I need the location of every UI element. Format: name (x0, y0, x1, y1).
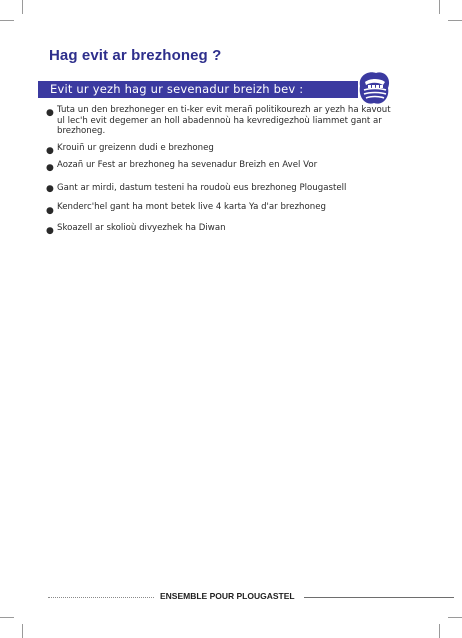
list-item: Skoazell ar skolioù divyezhek ha Diwan (57, 223, 226, 233)
crop-mark (0, 617, 14, 618)
lips-mascot-icon (356, 68, 392, 108)
list-item: Aozañ ur Fest ar brezhoneg ha sevenadur Breizh en Avel Vor (57, 160, 318, 170)
footer-text: ENSEMBLE POUR PLOUGASTEL (160, 591, 295, 601)
crop-mark (0, 20, 14, 21)
crop-mark (22, 0, 23, 14)
list-item: Kenderc'hel gant ha mont betek live 4 karta Ya d'ar brezhoneg (57, 202, 326, 212)
page-title: Hag evit ar brezhoneg ? (49, 47, 222, 64)
bullet-icon: ● (46, 184, 54, 194)
footer-divider-dotted (48, 597, 154, 598)
list-item: Tuta un den brezhoneger en ti-ker evit merañ politikourezh ar yezh ha kavout ul lec'h evit degemer an holl abadennoù ha kevredigezhoù liammet gant ar brezhoneg. (57, 105, 391, 137)
bullet-icon: ● (46, 226, 54, 236)
bullet-icon: ● (46, 108, 54, 118)
crop-mark (448, 20, 462, 21)
bullet-icon: ● (46, 163, 54, 173)
section-banner (38, 81, 358, 98)
crop-mark (448, 617, 462, 618)
bullet-icon: ● (46, 206, 54, 216)
crop-mark (22, 624, 23, 638)
banner-text: Evit ur yezh hag ur sevenadur breizh bev : (50, 82, 304, 96)
bullet-icon: ● (46, 146, 54, 156)
footer-divider-solid (304, 597, 454, 598)
list-item: Gant ar mirdi, dastum testeni ha roudoù eus brezhoneg Plougastell (57, 183, 347, 193)
crop-mark (439, 624, 440, 638)
list-item: Krouiñ ur greizenn dudi e brezhoneg (57, 143, 214, 153)
crop-mark (439, 0, 440, 14)
